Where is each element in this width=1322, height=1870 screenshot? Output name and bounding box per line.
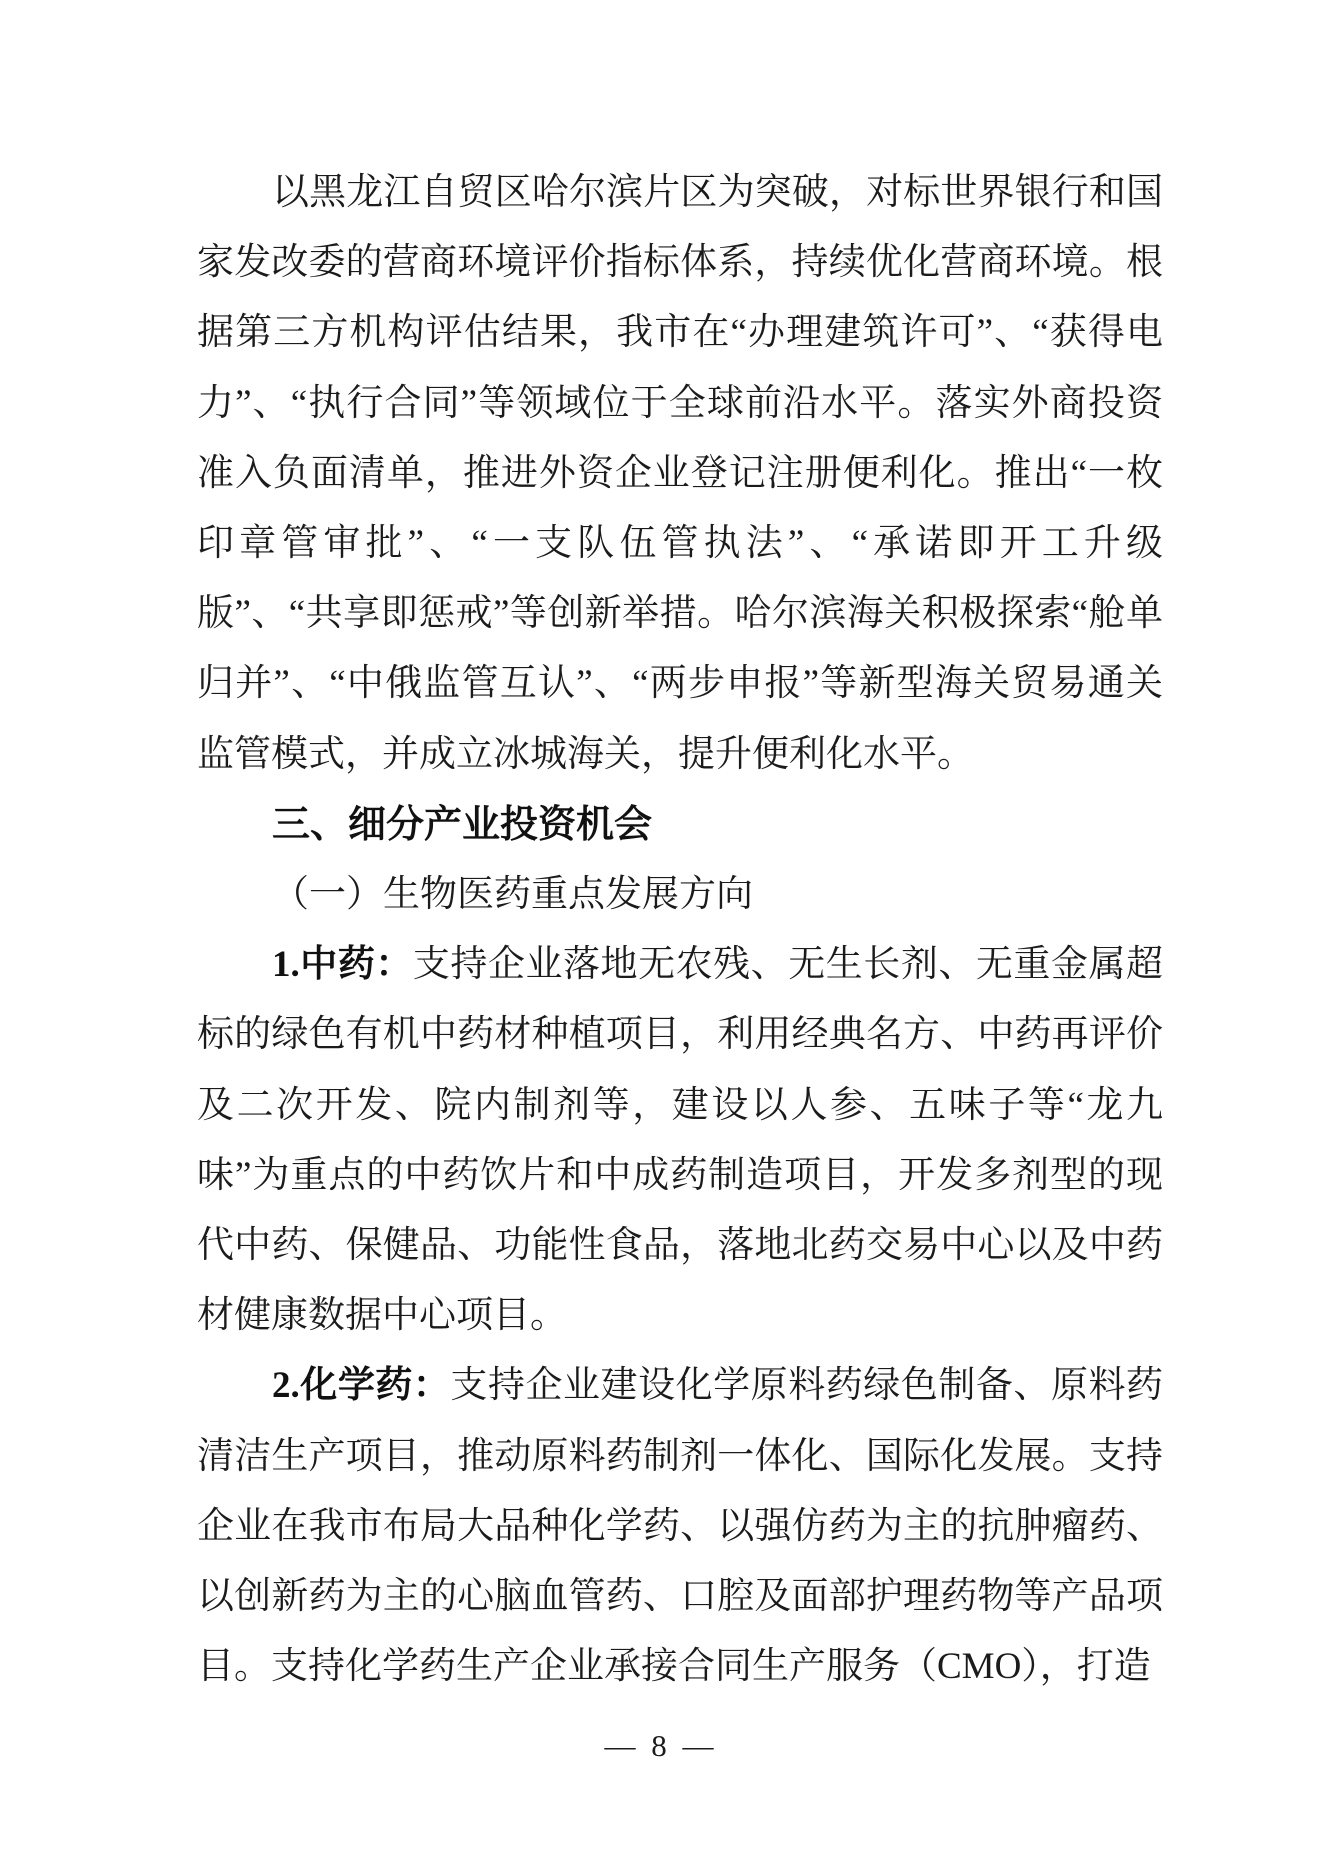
item-body-tcm: 支持企业落地无农残、无生长剂、无重金属超标的绿色有机中药材种植项目，利用经典名方、中药再评价及二次开发、院内制剂等，建设以人参、五味子等“龙九味”为重点的中药饮片和中成药制造项目，开发多剂型的现代中药、保健品、功能性食品，落地北药交易中心以及中药材健康数据中心项目。	[197, 944, 1164, 1337]
subsection-heading-biomedicine: （一）生物医药重点发展方向	[272, 874, 753, 916]
paragraph-item-chemical-drugs	[197, 1351, 1163, 1702]
item-lead-chemical-drugs: 2.化学药：	[272, 1365, 451, 1407]
page-number: — 8 —	[604, 1728, 718, 1763]
paragraph-business-environment: 以黑龙江自贸区哈尔滨片区为突破，对标世界银行和国家发改委的营商环境评价指标体系，持续优化营商环境。根据第三方机构评估结果，我市在“办理建筑许可”、“获得电力”、“执行合同”等领域位于全球前沿水平。落实外商投资准入负面清单，推进外资企业登记注册便利化。推出“一枚印章管审批”、“一支队伍管执法”、“承诺即开工升级版”、“共享即惩戒”等创新举措。哈尔滨海关积极探索“舱单归并”、“中俄监管互认”、“两步申报”等新型海关贸易通关监管模式，并成立冰城海关，提升便利化水平。	[197, 172, 1163, 775]
item-lead-tcm: 1.中药：	[272, 944, 413, 986]
section-heading-industry-investment: 三、细分产业投资机会	[272, 803, 653, 846]
paragraph-item-tcm	[197, 930, 1163, 1351]
document-content	[197, 158, 1163, 1702]
item-body-chemical-drugs: 支持企业建设化学原料药绿色制备、原料药清洁生产项目，推动原料药制剂一体化、国际化发展。支持企业在我市布局大品种化学药、以强仿药为主的抗肿瘤药、以创新药为主的心脑血管药、口腔及面部护理药物等产品项目。支持化学药生产企业承接合同生产服务（CMO），打造	[197, 1365, 1164, 1688]
